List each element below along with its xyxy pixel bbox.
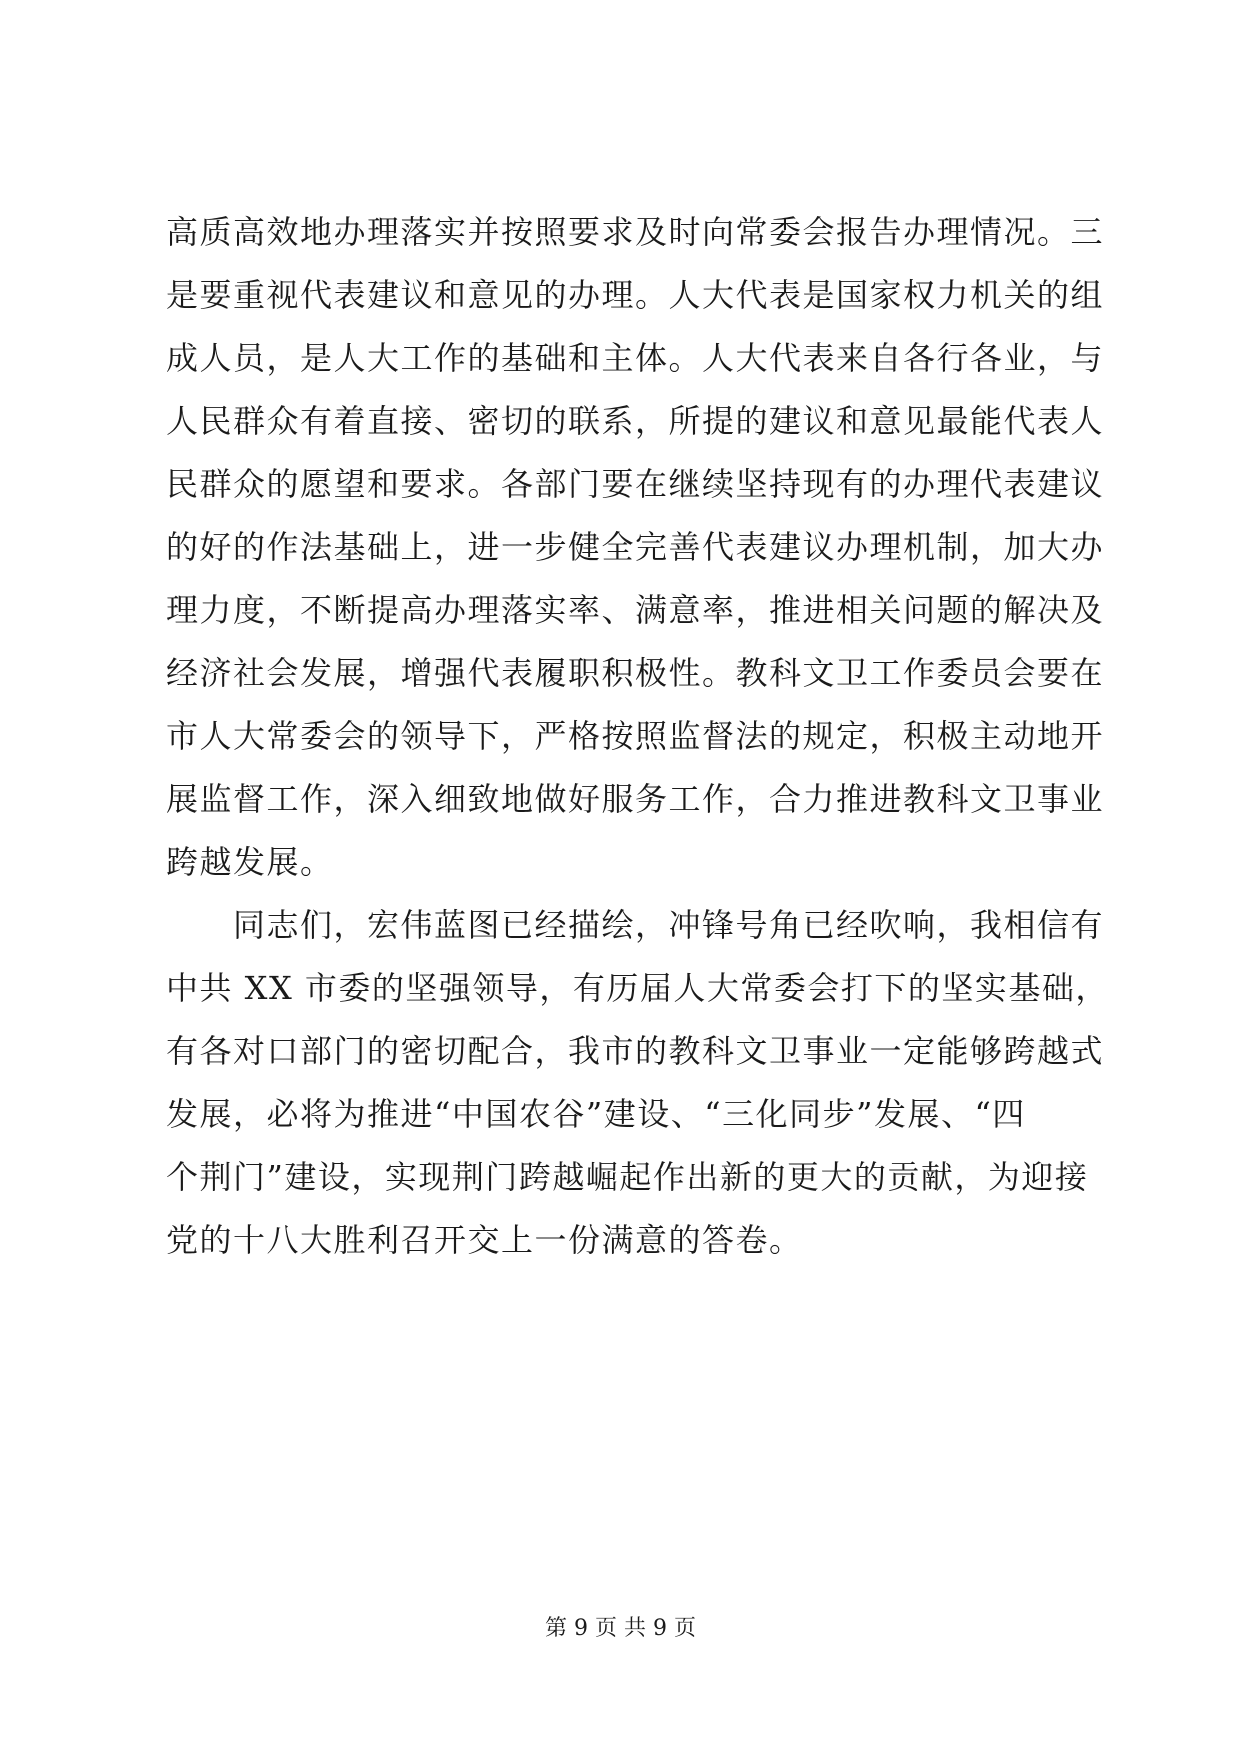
- body-text-line: 展监督工作，深入细致地做好服务工作，合力推进教科文卫事业: [166, 780, 1105, 818]
- body-text-line: 经济社会发展，增强代表履职积极性。教科文卫工作委员会要在: [166, 654, 1105, 692]
- body-text-line: 有各对口部门的密切配合，我市的教科文卫事业一定能够跨越式: [166, 1032, 1105, 1070]
- paragraph-start-line: 同志们，宏伟蓝图已经描绘，冲锋号角已经吹响，我相信有: [166, 906, 1105, 944]
- body-text-line: 市人大常委会的领导下，严格按照监督法的规定，积极主动地开: [166, 717, 1105, 755]
- body-text-line: 党的十八大胜利召开交上一份满意的答卷。: [166, 1221, 803, 1259]
- body-text-line: 理力度，不断提高办理落实率、满意率，推进相关问题的解决及: [166, 591, 1105, 629]
- body-text-line: 高质高效地办理落实并按照要求及时向常委会报告办理情况。三: [166, 213, 1105, 251]
- page-number-footer: 第 9 页 共 9 页: [545, 1616, 696, 1641]
- body-text-line: 发展，必将为推进“中国农谷”建设、“三化同步”发展、“四: [166, 1095, 1026, 1133]
- body-text-line: 个荆门”建设，实现荆门跨越崛起作出新的更大的贡献，为迎接: [166, 1158, 1089, 1196]
- body-text-line: 的好的作法基础上，进一步健全完善代表建议办理机制，加大办: [166, 528, 1105, 566]
- body-text-line: 中共 XX 市委的坚强领导，有历届人大常委会打下的坚实基础，: [166, 969, 1109, 1007]
- body-text-line: 跨越发展。: [166, 843, 334, 881]
- body-text-line: 民群众的愿望和要求。各部门要在继续坚持现有的办理代表建议: [166, 465, 1105, 503]
- body-text-line: 成人员，是人大工作的基础和主体。人大代表来自各行各业，与: [166, 339, 1105, 377]
- body-text-line: 是要重视代表建议和意见的办理。人大代表是国家权力机关的组: [166, 276, 1105, 314]
- body-text-line: 人民群众有着直接、密切的联系，所提的建议和意见最能代表人: [166, 402, 1105, 440]
